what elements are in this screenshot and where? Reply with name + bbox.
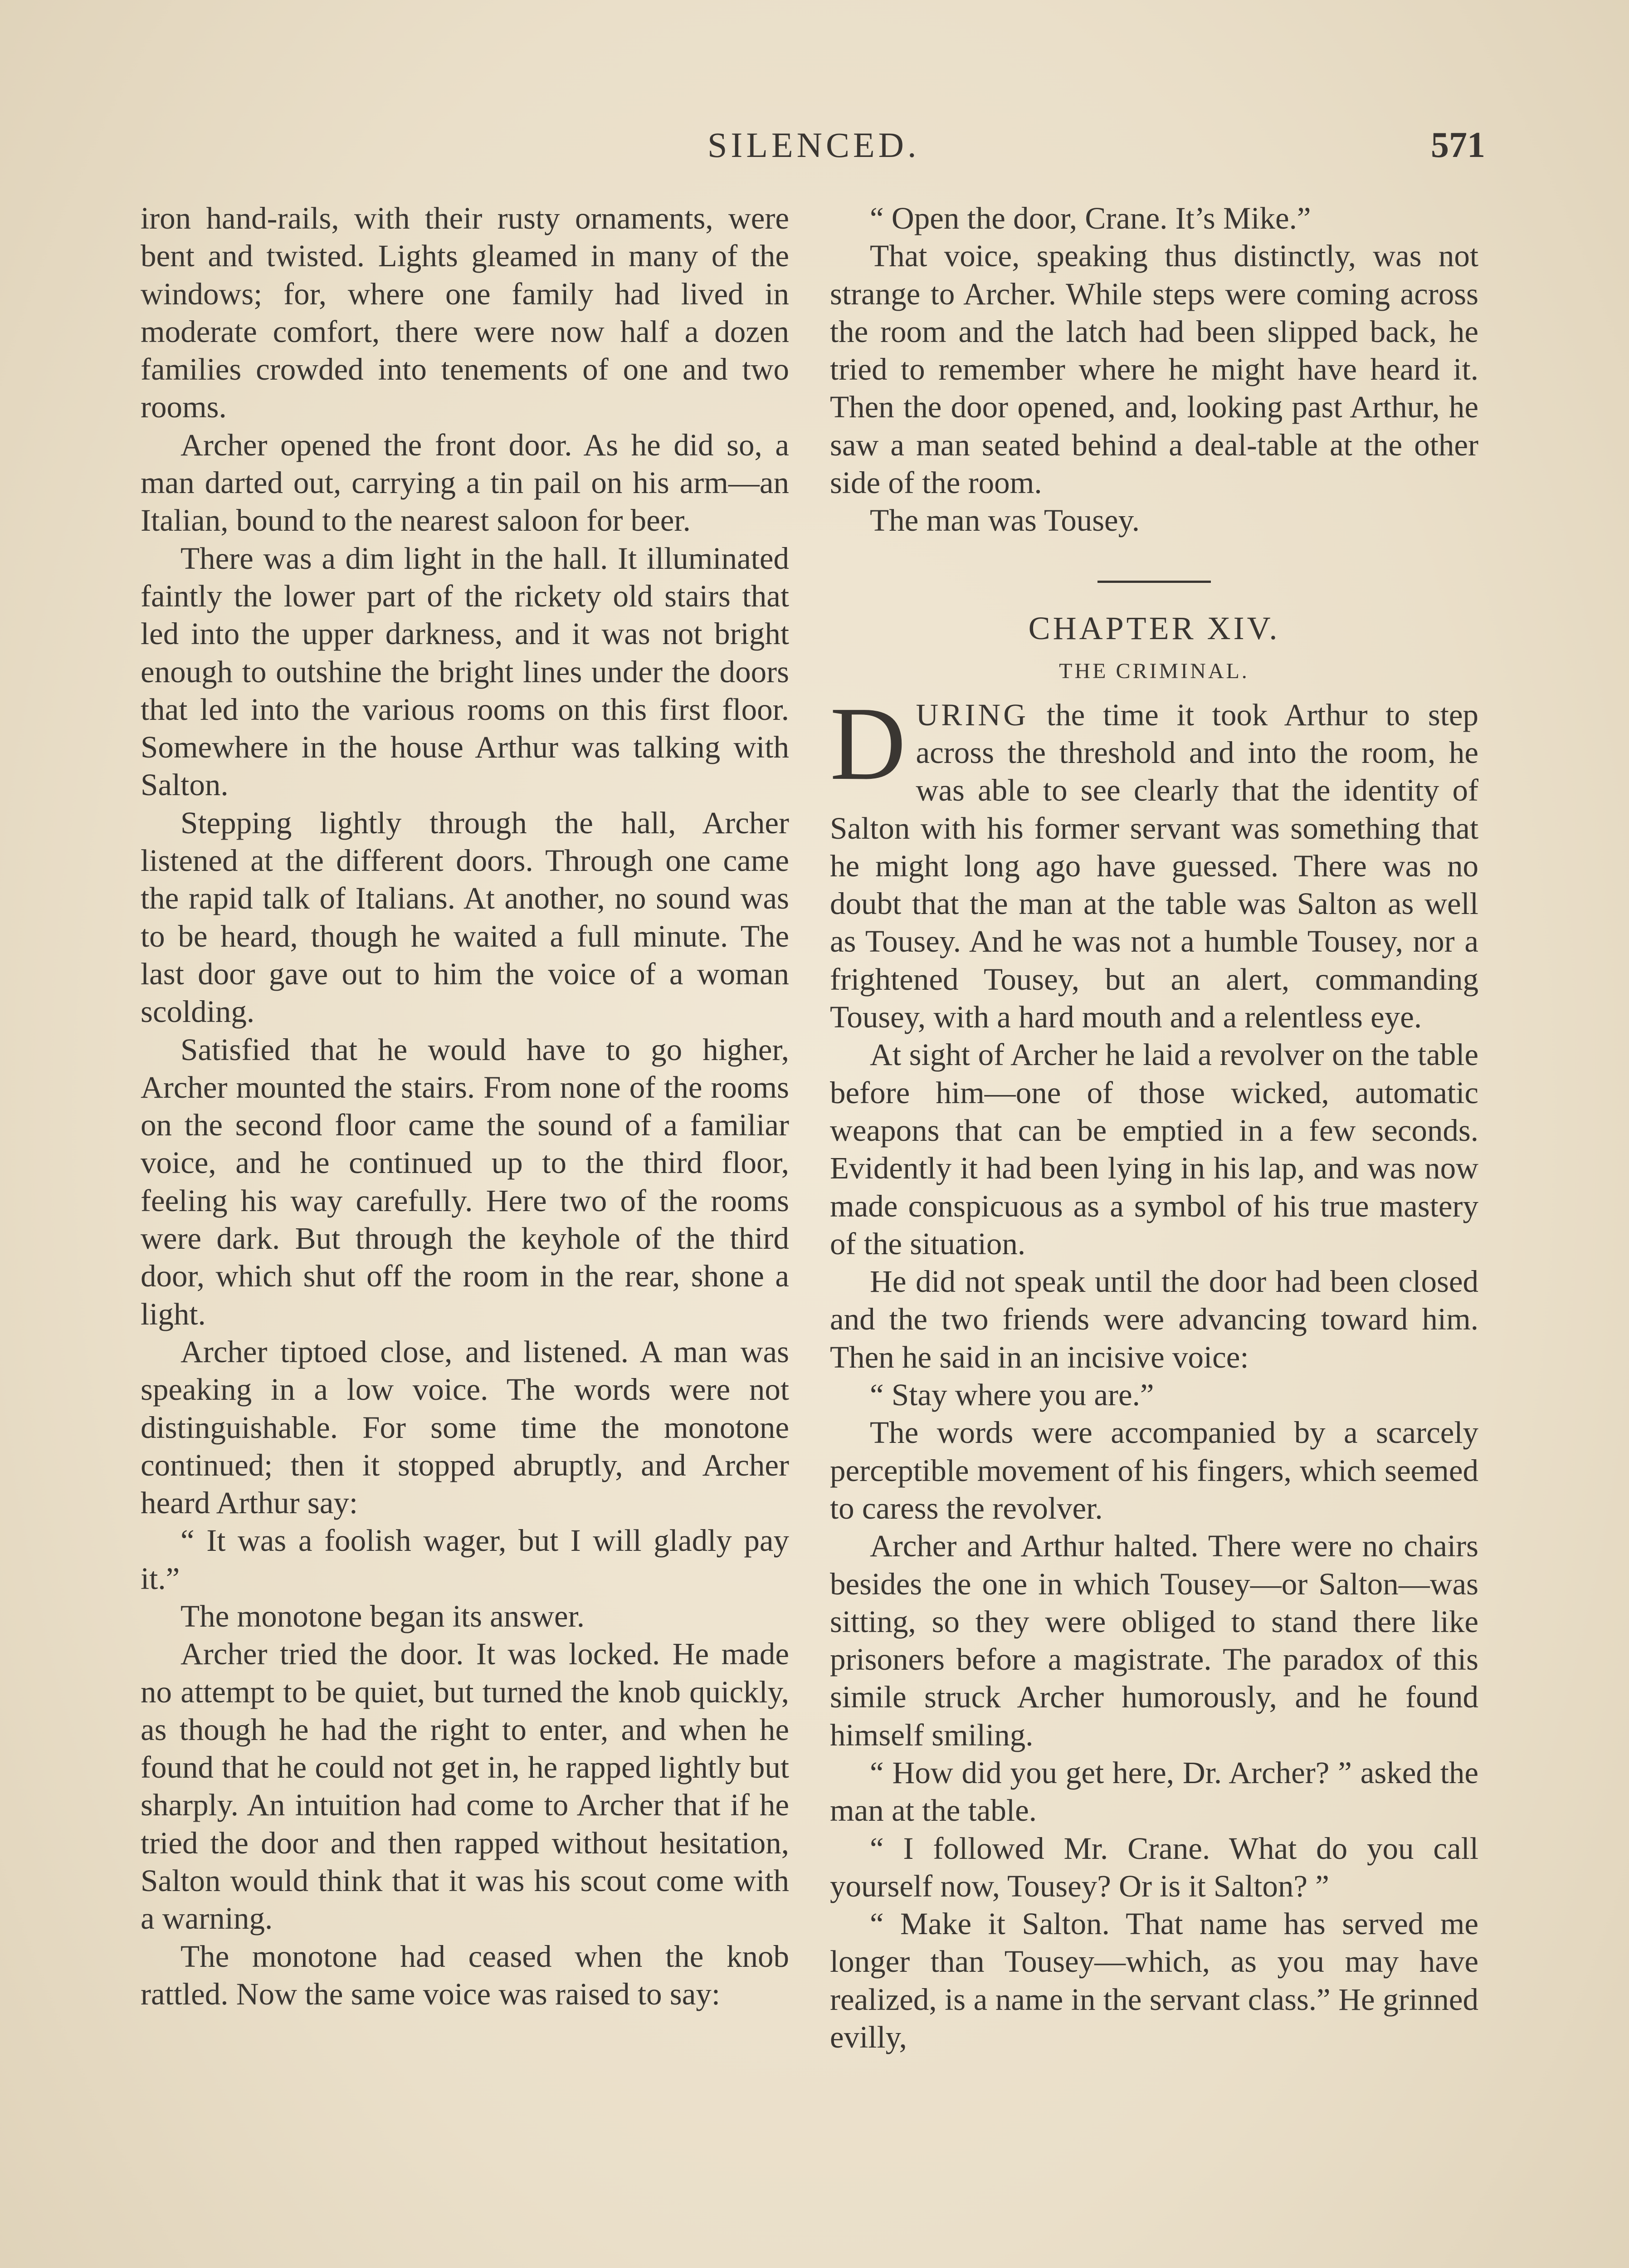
paragraph: There was a dim light in the hall. It illuminated faintly the lower part of the rickety old stairs that led into the upper darkness, and it was not bright enough to outshine the bright lines under the doors that led into the various rooms on this first floor. Somewhere in the house Arthur was talking with Salton. xyxy=(141,541,789,802)
paragraph: The man was Tousey. xyxy=(870,503,1140,538)
paragraph: Archer and Arthur halted. There were no chairs besides the one in which Tousey—or Salton—was sitting, so they were obliged to stand there like prisoners before a magistrate. The paradox of this simile struck Archer humorously, and he found himself smiling. xyxy=(830,1529,1478,1752)
paragraph: He did not speak until the door had been closed and the two friends were advancing toward him. Then he said in an incisive voice: xyxy=(830,1264,1478,1374)
paragraph: “ How did you get here, Dr. Archer? ” asked the man at the table. xyxy=(830,1755,1478,1828)
opening-small-caps: URING xyxy=(916,697,1029,732)
paragraph: “ Stay where you are.” xyxy=(870,1378,1154,1413)
paragraph: Archer tried the door. It was locked. He made no attempt to be quiet, but turned the knob quickly, as though he had the right to enter, and when he found that he could not get in, he rapped lightly but sharply. An intuition had come to Archer that if he tried the door and then rapped without hesitation, Salton would think that it was his scout come with a warning. xyxy=(141,1637,789,1936)
paragraph: The monotone had ceased when the knob rattled. Now the same voice was raised to say: xyxy=(141,1939,789,2011)
page-number: 571 xyxy=(1431,125,1485,165)
paragraph: The words were accompanied by a scarcely perceptible movement of his fingers, which seemed to caress the revolver. xyxy=(830,1415,1478,1525)
chapter-opening-paragraph xyxy=(830,685,1478,1036)
paragraph: “ I followed Mr. Crane. What do you call yourself now, Tousey? Or is it Salton? ” xyxy=(830,1831,1478,1903)
paragraph: Archer tiptoed close, and listened. A man was speaking in a low voice. The words were not distinguishable. For some time the monotone continued; then it stopped abruptly, and Archer heard Arthur say: xyxy=(141,1334,789,1520)
paragraph: “ Open the door, Crane. It’s Mike.” xyxy=(870,201,1311,235)
section-divider xyxy=(1097,581,1211,583)
opening-text: the time it took Arthur to step across the threshold and into the room, he was able to see clearly that the identity of Salton with his former servant was something that he might long ago have guessed. There was no doubt that the man at the table was Salton as well as Tousey. And he was not a humble Tousey, nor a frightened Tousey, but an alert, commanding Tousey, with a hard mouth and a relentless eye. xyxy=(830,697,1478,1035)
paragraph: “ Make it Salton. That name has served me longer than Tousey—which, as you may have realized, is a name in the servant class.” He grinned evilly, xyxy=(830,1906,1478,2055)
paragraph: Stepping lightly through the hall, Archer listened at the different doors. Through one came the rapid talk of Italians. At another, no sound was to be heard, though he waited a full minute. The last door gave out to him the voice of a woman scolding. xyxy=(141,805,789,1029)
paragraph: That voice, speaking thus distinctly, was not strange to Archer. While steps were coming across the room and the latch had been slipped back, he tried to remember where he might have heard it. Then the door opened, and, looking past Arthur, he saw a man seated behind a deal-table at the other side of the room. xyxy=(830,239,1478,500)
paragraph: Archer opened the front door. As he did so, a man darted out, carrying a tin pail on his arm—an Italian, bound to the nearest saloon for beer. xyxy=(141,427,789,538)
right-column xyxy=(830,200,1478,2056)
drop-cap: D xyxy=(830,685,906,802)
left-column xyxy=(141,200,789,2013)
running-title: SILENCED. xyxy=(707,125,920,165)
paragraph: “ It was a foolish wager, but I will gladly pay it.” xyxy=(141,1523,789,1596)
paragraph: iron hand-rails, with their rusty ornaments, were bent and twisted. Lights gleamed in many of the windows; for, where one family had lived in moderate comfort, there were now half a dozen families crowded into tenements of one and two rooms. xyxy=(141,201,789,425)
running-head xyxy=(0,122,1629,172)
paragraph: At sight of Archer he laid a revolver on the table before him—one of those wicked, automatic weapons that can be emptied in a few seconds. Evidently it had been lying in his lap, and was now made conspicuous as a symbol of his true mastery of the situation. xyxy=(830,1037,1478,1261)
chapter-title: CHAPTER XIV. xyxy=(1028,610,1280,646)
paragraph: The monotone began its answer. xyxy=(180,1598,585,1633)
chapter-subtitle: THE CRIMINAL. xyxy=(1059,659,1249,683)
paragraph: Satisfied that he would have to go higher, Archer mounted the stairs. From none of the rooms on the second floor came the sound of a familiar voice, and he continued up to the third floor, feeling his way carefully. Here two of the rooms were dark. But through the keyhole of the third door, which shut off the room in the rear, shone a light. xyxy=(141,1032,789,1331)
